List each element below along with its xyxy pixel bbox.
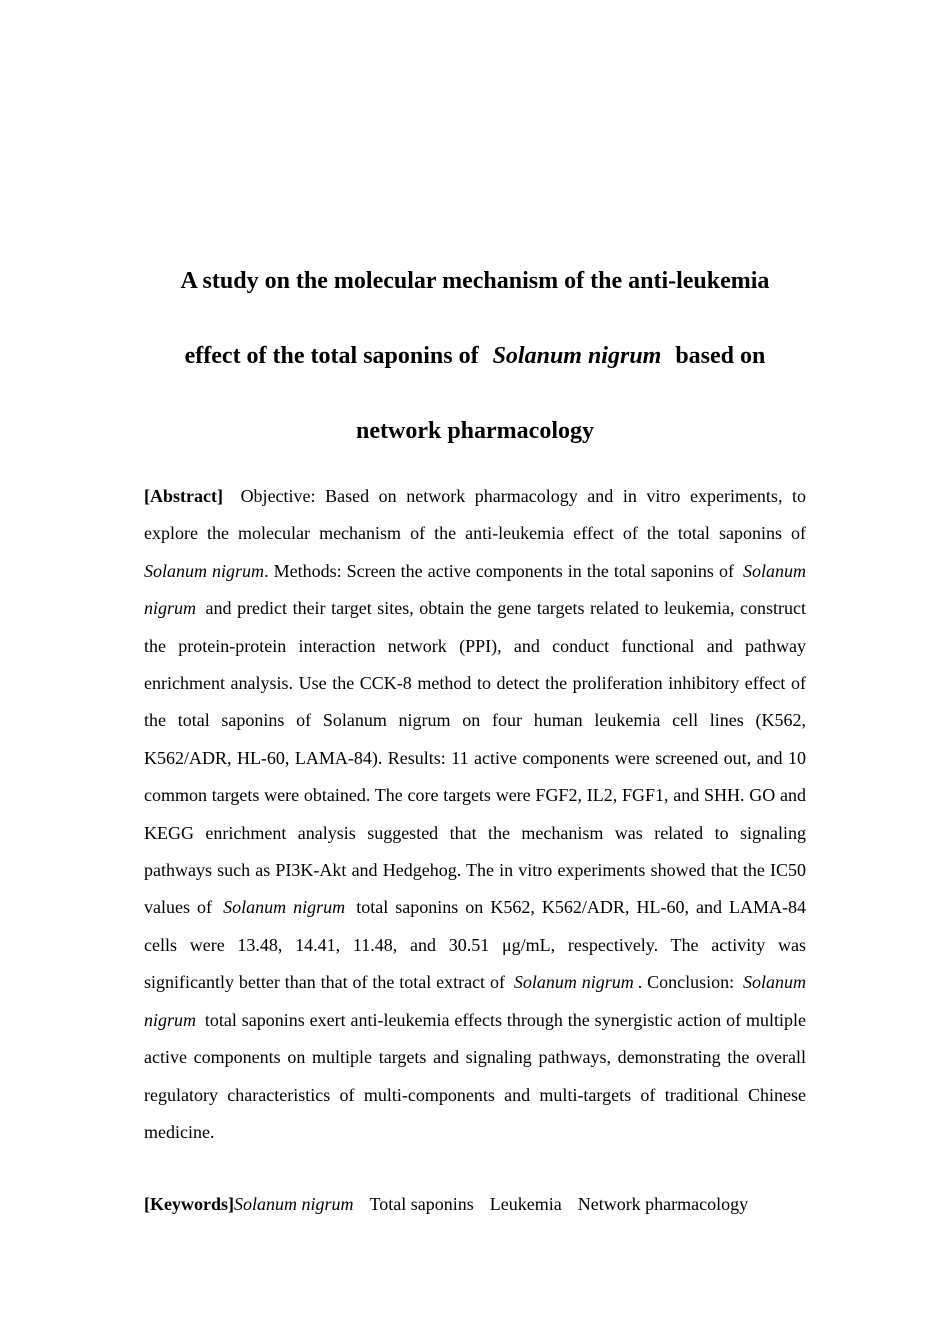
abstract-text-5: . Conclusion: [637, 972, 735, 993]
title-species: Solanum nigrum [492, 343, 662, 369]
abstract-species-3: Solanum nigrum [223, 897, 346, 918]
abstract-text-2: . Methods: Screen the active components in the total saponins of [264, 560, 734, 581]
abstract-species-1: Solanum nigrum [144, 560, 265, 581]
abstract-text-6: total saponins exert anti-leukemia effects through the synergistic action of multiple active components on multiple targets and signaling pathways, demonstrating the overall regulatory characteristics of multi-components and multi-targets of traditional Chinese medicine. [144, 1009, 806, 1142]
title-line-3: network pharmacology [356, 418, 594, 444]
abstract-species-4: Solanum nigrum [513, 972, 634, 993]
keyword-item: Total saponins [369, 1194, 474, 1214]
keyword-item: Network pharmacology [577, 1194, 749, 1214]
paper-title [144, 244, 806, 469]
keywords-line [144, 1186, 806, 1223]
title-line-2-before: effect of the total saponins of [184, 343, 479, 369]
keyword-item: Leukemia [489, 1194, 562, 1214]
title-line-2-after: based on [675, 343, 766, 369]
title-line-1: A study on the molecular mechanism of the anti-leukemia [180, 268, 770, 294]
abstract-text-4: total saponins on K562, K562/ADR, HL-60, and LAMA-84 cells were 13.48, 14.41, 11.48, and 30.51 μg/mL, respectively. The activity was significantly better than that of the total extract of [144, 897, 807, 993]
abstract-species-5: Solanum nigrum [144, 972, 806, 1030]
title-line-2 [144, 319, 806, 394]
keyword-item: Solanum nigrum [233, 1194, 354, 1214]
abstract-paragraph [144, 478, 806, 1151]
abstract-species-2: Solanum nigrum [144, 560, 807, 619]
abstract-text-1: Objective: Based on network pharmacology and in vitro experiments, to explore the molecular mechanism of the anti-leukemia effect of the total saponins of [144, 486, 807, 544]
abstract-label: [Abstract] [144, 486, 223, 506]
abstract-text-3: and predict their target sites, obtain the gene targets related to leukemia, construct the protein-protein interaction network (PPI), and conduct functional and pathway enrichment analysis. Use the CCK-8 method to detect the proliferation inhibitory effect of the total saponins of Solanum nigrum on four human leukemia cell lines (K562, K562/ADR, HL-60, LAMA-84). Results: 11 active components were screened out, and 10 common targets were obtained. The core targets were FGF2, IL2, FGF1, and SHH. GO and KEGG enrichment analysis suggested that the mechanism was related to signaling pathways such as PI3K-Akt and Hedgehog. The in vitro experiments showed that the IC50 values of [144, 598, 806, 918]
keywords-label: [Keywords] [144, 1194, 234, 1214]
